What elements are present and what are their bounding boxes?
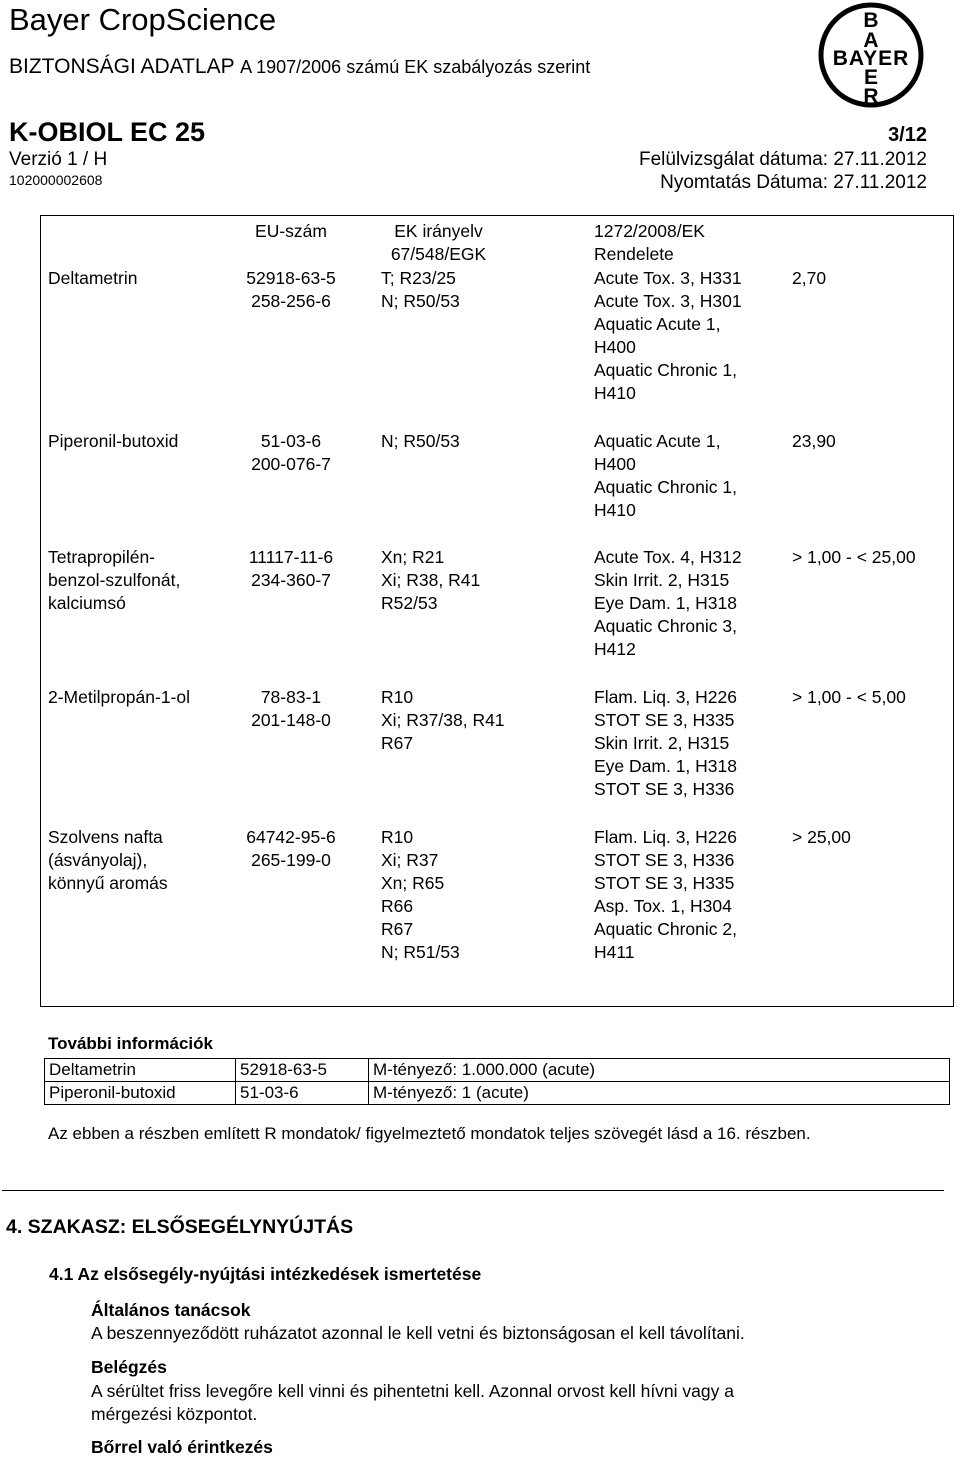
table-cell: M-tényező: 1.000.000 (acute) — [369, 1059, 950, 1082]
section-title: 4. SZAKASZ: ELSŐSEGÉLYNYÚJTÁS — [6, 1216, 354, 1238]
cell-line: H411 — [594, 942, 635, 962]
svg-text:B: B — [863, 9, 879, 32]
table-row — [45, 1082, 950, 1105]
cell-classification — [594, 686, 737, 801]
cell-line: 2-Metilpropán-1-ol — [48, 687, 191, 707]
cell-classification — [594, 267, 742, 405]
document-type: BIZTONSÁGI ADATLAP — [9, 55, 235, 78]
cell-line: benzol-szulfonát, — [48, 570, 181, 590]
cell-line: Eye Dam. 1, H318 — [594, 593, 737, 613]
inhalation-text-line-1: A sérültet friss levegőre kell vinni és pihentetni kell. Azonnal orvost kell hívni vagy a — [91, 1381, 734, 1401]
cell-directive — [381, 430, 460, 453]
cell-line: H412 — [594, 639, 636, 659]
cell-line: Skin Irrit. 2, H315 — [594, 570, 730, 590]
cell-line: Xi; R37/38, R41 — [381, 710, 505, 730]
svg-text:A: A — [863, 29, 879, 52]
cell-concentration: > 25,00 — [792, 827, 851, 847]
cell-line: H410 — [594, 383, 636, 403]
cell-line: (ásványolaj), — [48, 850, 148, 870]
cell-line: STOT SE 3, H336 — [594, 850, 735, 870]
cell-line: Piperonil-butoxid — [48, 431, 179, 451]
cell-line: N; R51/53 — [381, 942, 460, 962]
cell-classification — [594, 546, 742, 661]
skin-contact-heading: Bőrrel való érintkezés — [91, 1437, 273, 1457]
cell-line: 258-256-6 — [251, 291, 331, 311]
svg-text:E: E — [863, 66, 879, 89]
cell-line: Xi; R37 — [381, 850, 439, 870]
header-eu-number: EU-szám — [255, 221, 327, 241]
cell-line: H400 — [594, 454, 636, 474]
cell-line: Eye Dam. 1, H318 — [594, 756, 737, 776]
cell-line: R52/53 — [381, 593, 438, 613]
cell-line: STOT SE 3, H335 — [594, 710, 735, 730]
cell-line: STOT SE 3, H335 — [594, 873, 735, 893]
cell-directive — [381, 826, 460, 964]
revision-date: Felülvizsgálat dátuma: 27.11.2012 — [639, 149, 927, 170]
cell-line: 201-148-0 — [251, 710, 331, 730]
version: Verzió 1 / H — [9, 149, 108, 170]
cell-line: N; R50/53 — [381, 291, 460, 311]
cell-concentration: > 1,00 - < 5,00 — [792, 687, 906, 707]
general-advice-heading: Általános tanácsok — [91, 1300, 251, 1320]
cell-classification — [594, 826, 737, 964]
cell-numbers — [236, 686, 346, 732]
cell-line: Acute Tox. 4, H312 — [594, 547, 742, 567]
cell-line: Flam. Liq. 3, H226 — [594, 827, 737, 847]
inhalation-text-line-2: mérgezési központot. — [91, 1404, 258, 1424]
general-advice-text: A beszennyeződött ruházatot azonnal le kell vetni és biztonságosan el kell távolítani. — [91, 1323, 745, 1343]
cell-directive — [381, 546, 480, 615]
cell-concentration: > 1,00 - < 25,00 — [792, 547, 916, 567]
cell-name — [48, 546, 180, 615]
cell-name — [48, 267, 137, 290]
r-phrase-note: Az ebben a részben említett R mondatok/ figyelmeztető mondatok teljes szövegét lásd a 16. részben. — [48, 1124, 811, 1143]
cell-numbers — [236, 826, 346, 872]
section-divider — [2, 1190, 944, 1191]
cell-concentration: 23,90 — [792, 431, 836, 451]
subsection-title: 4.1 Az elsősegély-nyújtási intézkedések ismertetése — [49, 1264, 482, 1284]
header-regulation: 1272/2008/EK Rendelete — [594, 221, 705, 264]
header-directive: EK irányelv 67/548/EGK — [390, 221, 487, 264]
table-cell: 51-03-6 — [236, 1082, 369, 1105]
cell-name — [48, 826, 168, 895]
cell-directive — [381, 267, 460, 313]
cell-line: kalciumsó — [48, 593, 126, 613]
cell-line: Aquatic Chronic 3, — [594, 616, 737, 636]
product-name: K-OBIOL EC 25 — [9, 117, 206, 147]
cell-line: Asp. Tox. 1, H304 — [594, 896, 732, 916]
table-cell: Piperonil-butoxid — [45, 1082, 236, 1105]
cell-line: Aquatic Chronic 1, — [594, 360, 737, 380]
table-cell: 52918-63-5 — [236, 1059, 369, 1082]
regulation-text: A 1907/2006 számú EK szabályozás szerint — [240, 57, 591, 77]
document-number: 102000002608 — [9, 172, 103, 188]
cell-line: Flam. Liq. 3, H226 — [594, 687, 737, 707]
cell-line: 265-199-0 — [251, 850, 331, 870]
cell-line: 234-360-7 — [251, 570, 331, 590]
cell-line: Deltametrin — [48, 268, 138, 288]
cell-line: 78-83-1 — [260, 687, 322, 707]
cell-numbers — [236, 546, 346, 592]
table-cell: Deltametrin — [45, 1059, 236, 1082]
composition-table — [40, 215, 954, 1007]
cell-line: R67 — [381, 733, 414, 753]
cell-line: H400 — [594, 337, 636, 357]
cell-line: Xi; R38, R41 — [381, 570, 481, 590]
table-cell: M-tényező: 1 (acute) — [369, 1082, 950, 1105]
cell-directive — [381, 686, 505, 755]
cell-line: 200-076-7 — [251, 454, 331, 474]
cell-name — [48, 686, 190, 709]
company-name: Bayer CropScience — [9, 2, 277, 37]
cell-line: 52918-63-5 — [246, 268, 336, 288]
cell-line: 64742-95-6 — [246, 827, 336, 847]
cell-line: 51-03-6 — [260, 431, 322, 451]
cell-line: könnyű aromás — [48, 873, 168, 893]
svg-text:R: R — [863, 85, 879, 108]
cell-line: Skin Irrit. 2, H315 — [594, 733, 730, 753]
cell-line: Xn; R21 — [381, 547, 445, 567]
further-info-title: További információk — [48, 1034, 213, 1053]
cell-line: N; R50/53 — [381, 431, 460, 451]
page-number: 3/12 — [888, 124, 927, 146]
cell-line: Aquatic Chronic 1, — [594, 477, 737, 497]
cell-numbers — [236, 430, 346, 476]
cell-line: Acute Tox. 3, H331 — [594, 268, 742, 288]
cell-concentration: 2,70 — [792, 268, 827, 288]
cell-line: T; R23/25 — [381, 268, 456, 288]
svg-text:BAYER: BAYER — [832, 47, 910, 70]
cell-line: Xn; R65 — [381, 873, 445, 893]
cell-classification — [594, 430, 737, 522]
cell-line: Tetrapropilén- — [48, 547, 155, 567]
table-row — [45, 1059, 950, 1082]
cell-line: Aquatic Acute 1, — [594, 431, 721, 451]
cell-line: R10 — [381, 687, 414, 707]
cell-line: Szolvens nafta — [48, 827, 163, 847]
cell-line: 11117-11-6 — [248, 547, 334, 567]
m-factor-table — [44, 1058, 950, 1105]
inhalation-heading: Belégzés — [91, 1357, 167, 1377]
print-date: Nyomtatás Dátuma: 27.11.2012 — [660, 172, 927, 193]
bayer-logo — [818, 2, 924, 108]
cell-line: Aquatic Acute 1, — [594, 314, 721, 334]
cell-line: Aquatic Chronic 2, — [594, 919, 737, 939]
cell-line: STOT SE 3, H336 — [594, 779, 735, 799]
cell-line: H410 — [594, 500, 636, 520]
cell-line: R10 — [381, 827, 414, 847]
cell-numbers — [236, 267, 346, 313]
cell-line: R66 — [381, 896, 414, 916]
document-subtitle — [9, 55, 590, 79]
cell-line: R67 — [381, 919, 414, 939]
cell-line: Acute Tox. 3, H301 — [594, 291, 742, 311]
cell-name — [48, 430, 178, 453]
